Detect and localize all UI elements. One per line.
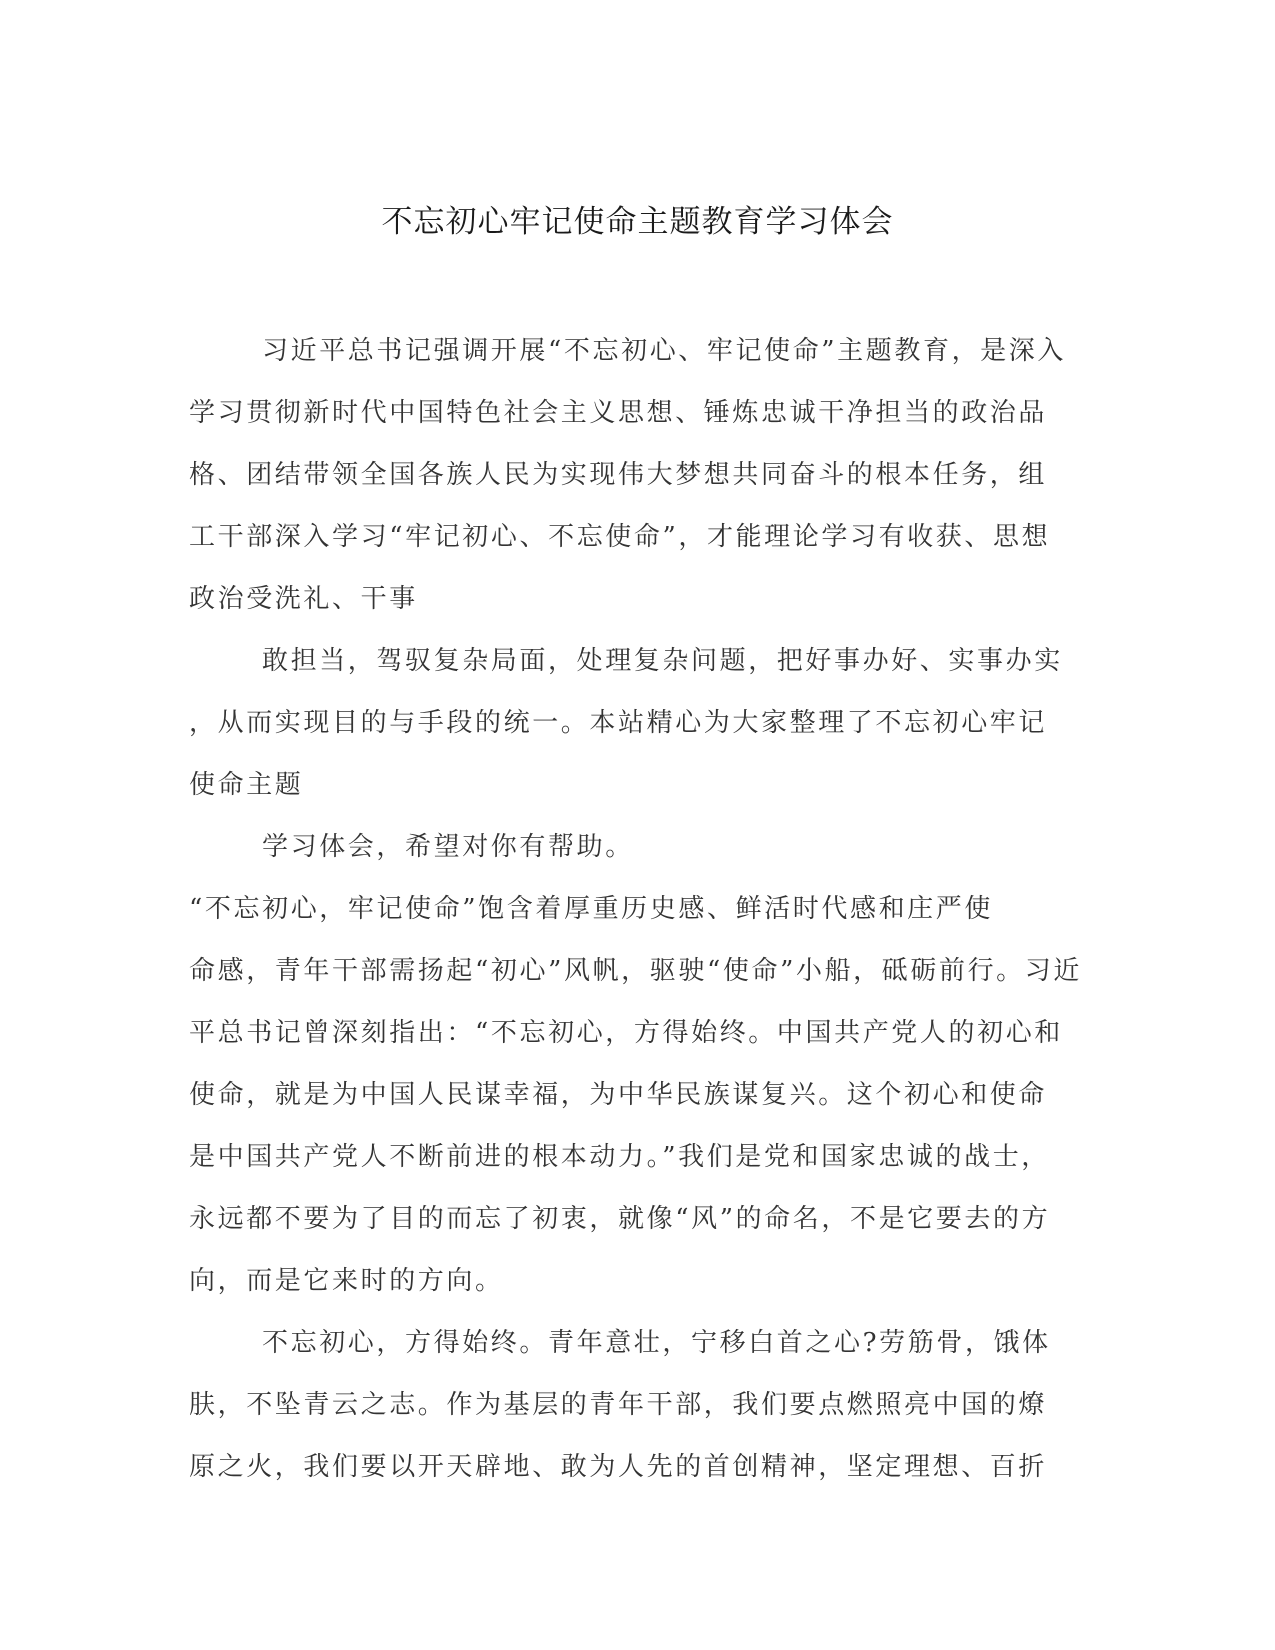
paragraph-line: 永远都不要为了目的而忘了初衷，就像“风”的命名，不是它要去的方	[189, 1204, 1051, 1234]
document-body	[189, 320, 1089, 1498]
paragraph-line: 使命，就是为中国人民谋幸福，为中华民族谋复兴。这个初心和使命	[189, 1080, 1048, 1110]
paragraph-line: 格、团结带领全国各族人民为实现伟大梦想共同奋斗的根本任务，组	[189, 460, 1048, 490]
paragraph-line: 使命主题	[189, 770, 304, 800]
paragraph-line: 习近平总书记强调开展“不忘初心、牢记使命”主题教育，是深入	[262, 336, 1066, 366]
paragraph-line: 原之火，我们要以开天辟地、敢为人先的首创精神，坚定理想、百折	[189, 1452, 1048, 1482]
paragraph-line: 平总书记曾深刻指出：“不忘初心，方得始终。中国共产党人的初心和	[189, 1018, 1063, 1048]
paragraph-line: 学习贯彻新时代中国特色社会主义思想、锤炼忠诚干净担当的政治品	[189, 398, 1048, 428]
paragraph-line: 学习体会，希望对你有帮助。	[262, 832, 634, 862]
paragraph-line: 工干部深入学习“牢记初心、不忘使命”，才能理论学习有收获、思想	[189, 522, 1051, 552]
paragraph-line: 向，而是它来时的方向。	[189, 1266, 504, 1296]
paragraph-line: 命感，青年干部需扬起“初心”风帆，驱驶“使命”小船，砥砺前行。习近	[189, 956, 1082, 986]
paragraph-line: 政治受洗礼、干事	[189, 584, 418, 614]
paragraph-line: ，从而实现目的与手段的统一。本站精心为大家整理了不忘初心牢记	[189, 708, 1048, 738]
paragraph-line: 肤，不坠青云之志。作为基层的青年干部，我们要点燃照亮中国的燎	[189, 1390, 1048, 1420]
paragraph-line: 不忘初心，方得始终。青年意壮，宁移白首之心?劳筋骨，饿体	[262, 1328, 1051, 1358]
document-title: 不忘初心牢记使命主题教育学习体会	[381, 204, 894, 240]
paragraph-line: 敢担当，驾驭复杂局面，处理复杂问题，把好事办好、实事办实	[262, 646, 1063, 676]
paragraph-line: 是中国共产党人不断前进的根本动力。”我们是党和国家忠诚的战士，	[189, 1142, 1050, 1172]
paragraph-line: “不忘初心，牢记使命”饱含着厚重历史感、鲜活时代感和庄严使	[189, 894, 993, 924]
